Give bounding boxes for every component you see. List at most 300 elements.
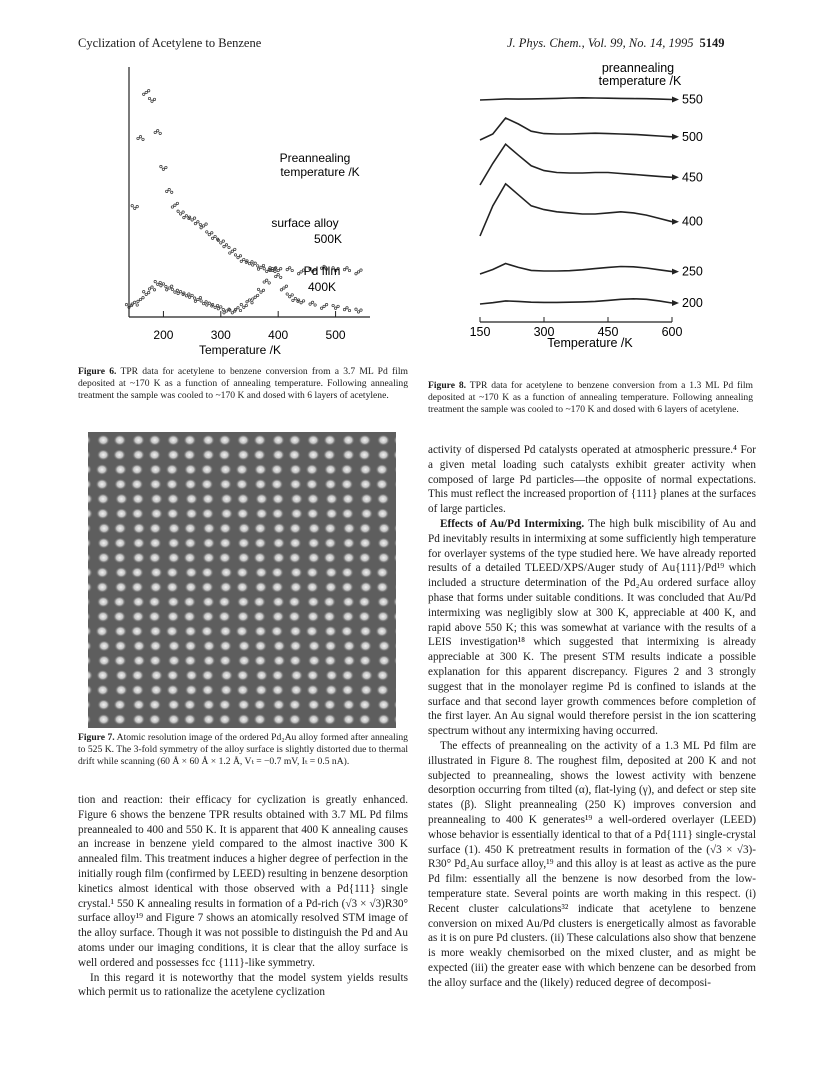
- stm-atom: [150, 509, 163, 520]
- figure-6-point-pd: [176, 289, 178, 291]
- stm-atom: [166, 670, 179, 681]
- figure-6-point-pd: [136, 304, 138, 306]
- stm-atom: [290, 685, 303, 696]
- figure-6-point-pd: [246, 301, 248, 303]
- stm-atom: [149, 538, 162, 549]
- stm-atom: [202, 700, 215, 711]
- stm-atom: [255, 685, 268, 696]
- stm-atom: [254, 641, 267, 652]
- figure-6-point-alloy: [197, 221, 199, 223]
- stm-atom: [184, 523, 197, 534]
- figure-6-point-pd: [223, 312, 225, 314]
- figure-6-point-alloy: [193, 217, 195, 219]
- stm-atom: [96, 626, 109, 637]
- figure-6-point-alloy: [214, 235, 216, 237]
- figure-6-point-alloy: [136, 205, 138, 207]
- stm-atom: [237, 494, 250, 505]
- stm-atom: [255, 509, 268, 520]
- figure-6-point-pd: [323, 305, 325, 307]
- section-heading: Effects of Au/Pd Intermixing.: [440, 517, 585, 530]
- stm-atom: [185, 582, 198, 593]
- figure-6-point-pd: [171, 285, 173, 287]
- stm-atom: [131, 626, 144, 637]
- figure-6-point-alloy: [139, 136, 141, 138]
- figure-6-point-alloy: [199, 223, 201, 225]
- figure-6-point-pd: [289, 296, 291, 298]
- stm-atom: [324, 538, 337, 549]
- stm-atom: [203, 523, 216, 534]
- figure-6-chart: [100, 62, 400, 362]
- stm-atom: [360, 494, 373, 505]
- figure-6-point-alloy: [154, 131, 156, 133]
- stm-atom: [343, 641, 356, 652]
- figure-6-point-alloy: [191, 219, 193, 221]
- stm-atom: [342, 612, 355, 623]
- stm-atom: [341, 582, 354, 593]
- stm-atom: [185, 494, 198, 505]
- figure-6-point-pd: [311, 301, 313, 303]
- stm-atom: [325, 509, 338, 520]
- figure-8-series-label-450: 450: [682, 170, 703, 185]
- stm-atom: [202, 714, 215, 725]
- stm-atom: [219, 465, 232, 476]
- stm-atom: [131, 465, 144, 476]
- figure-6-point-pd: [185, 295, 187, 297]
- stm-atom: [324, 553, 337, 564]
- stm-atom: [342, 714, 355, 725]
- figure-6-point-pd: [302, 300, 304, 302]
- figure-6-point-alloy: [297, 273, 299, 275]
- figure-6-point-alloy: [176, 202, 178, 204]
- stm-atom: [273, 641, 286, 652]
- figure-6-point-pd: [240, 303, 242, 305]
- figure-6-point-pd: [300, 302, 302, 304]
- stm-atom: [131, 582, 144, 593]
- stm-atom: [289, 700, 302, 711]
- stm-atom: [166, 479, 179, 490]
- figure-6-point-pd: [320, 307, 322, 309]
- figure-6-point-alloy: [183, 216, 185, 218]
- stm-atom: [359, 479, 372, 490]
- stm-atom: [271, 567, 284, 578]
- figure-6-point-alloy: [222, 240, 224, 242]
- figure-6-point-pd: [346, 307, 348, 309]
- stm-atom: [307, 538, 320, 549]
- figure-6-point-pd: [309, 303, 311, 305]
- figure-6-point-alloy: [206, 231, 208, 233]
- stm-atom: [307, 494, 320, 505]
- stm-atom: [290, 494, 303, 505]
- figure-6-point-alloy: [300, 271, 302, 273]
- stm-atom: [323, 450, 336, 461]
- stm-atom: [167, 538, 180, 549]
- figure-6-point-alloy: [211, 237, 213, 239]
- stm-atom: [149, 700, 162, 711]
- stm-atom: [97, 553, 110, 564]
- figure-6-point-pd: [179, 291, 181, 293]
- stm-atom: [184, 435, 197, 446]
- stm-atom: [131, 567, 144, 578]
- stm-atom: [203, 656, 216, 667]
- stm-atom: [377, 538, 390, 549]
- stm-atom: [324, 700, 337, 711]
- figure-6-point-pd: [220, 306, 222, 308]
- figure-6-point-pd: [268, 282, 270, 284]
- stm-atom: [325, 582, 338, 593]
- stm-atom: [325, 567, 338, 578]
- figure-8-trace-400: [480, 184, 672, 236]
- figure-6-point-pd: [214, 306, 216, 308]
- stm-atom: [272, 494, 285, 505]
- stm-atom: [341, 685, 354, 696]
- figure-8-arrow-250: [672, 269, 679, 275]
- figure-8-series-label-250: 250: [682, 264, 703, 279]
- stm-atom: [377, 450, 390, 461]
- stm-atom: [289, 523, 302, 534]
- stm-atom: [167, 612, 180, 623]
- stm-atom: [96, 479, 109, 490]
- figure-6-point-pd: [171, 288, 173, 290]
- figure-8-series-label-550: 550: [682, 92, 703, 107]
- stm-atom: [220, 509, 233, 520]
- stm-atom: [202, 553, 215, 564]
- stm-atom: [219, 641, 232, 652]
- figure-6-point-pd: [134, 301, 136, 303]
- body-column-right: [428, 443, 756, 990]
- figure-8-trace-500: [480, 118, 672, 140]
- stm-atom: [131, 670, 144, 681]
- stm-atom: [324, 626, 337, 637]
- stm-atom: [378, 641, 391, 652]
- stm-atom: [97, 435, 110, 446]
- stm-atom: [166, 465, 179, 476]
- figure-6-point-alloy: [179, 213, 181, 215]
- figure-6-point-pd: [168, 287, 170, 289]
- figure-6-point-alloy: [160, 165, 162, 167]
- figure-6-point-alloy: [355, 273, 357, 275]
- figure-8-chart: [450, 60, 720, 365]
- stm-atom: [359, 714, 372, 725]
- figure-8-series-label-400: 400: [682, 214, 703, 229]
- figure-6-point-pd: [245, 304, 247, 306]
- stm-atom: [185, 670, 198, 681]
- figure-6-point-pd: [280, 289, 282, 291]
- figure-6-series-label-alloy-1: surface alloy: [271, 216, 339, 230]
- stm-atom: [237, 450, 250, 461]
- stm-atom: [114, 523, 127, 534]
- figure-6-point-alloy: [348, 269, 350, 271]
- figure-6-point-pd: [162, 283, 164, 285]
- figure-6-point-alloy: [145, 91, 147, 93]
- stm-atom: [114, 465, 127, 476]
- stm-atom: [96, 567, 109, 578]
- figure-6-point-pd: [225, 310, 227, 312]
- stm-atom: [376, 479, 389, 490]
- stm-atom: [238, 523, 251, 534]
- figure-6-point-pd: [166, 289, 168, 291]
- stm-atom: [132, 494, 145, 505]
- stm-atom: [219, 714, 232, 725]
- stm-atom: [377, 597, 390, 608]
- stm-atom: [238, 656, 251, 667]
- figure-6-series-label-alloy-2: 500K: [313, 232, 343, 246]
- figure-6-point-alloy: [346, 267, 348, 269]
- stm-atom: [168, 641, 181, 652]
- figure-6-point-pd: [139, 298, 141, 300]
- figure-6-point-alloy: [248, 262, 250, 264]
- stm-atom: [360, 509, 373, 520]
- stm-atom: [253, 612, 266, 623]
- stm-atom: [272, 612, 285, 623]
- figure-6-point-pd: [257, 294, 259, 296]
- stm-atom: [341, 479, 354, 490]
- figure-6-point-pd: [257, 288, 259, 290]
- stm-atom: [166, 626, 179, 637]
- figure-8-trace-550: [480, 98, 672, 100]
- stm-atom: [341, 509, 354, 520]
- stm-atom: [359, 553, 372, 564]
- stm-atom: [342, 450, 355, 461]
- figure-8-x-tick-label: 450: [597, 325, 619, 339]
- figure-6-point-pd: [208, 302, 210, 304]
- figure-6-point-pd: [280, 276, 282, 278]
- stm-atom: [271, 582, 284, 593]
- stm-atom: [237, 612, 250, 623]
- figure-6-point-pd: [325, 303, 327, 305]
- stm-atom: [201, 670, 214, 681]
- figure-6-point-pd: [357, 311, 359, 313]
- stm-atom: [115, 567, 128, 578]
- stm-atom: [289, 435, 302, 446]
- stm-atom: [114, 626, 127, 637]
- figure-6-point-pd: [251, 302, 253, 304]
- stm-atom: [324, 523, 337, 534]
- figure-8-arrow-450: [672, 174, 679, 180]
- stm-atom: [114, 479, 127, 490]
- stm-atom: [254, 714, 267, 725]
- stm-atom: [272, 553, 285, 564]
- stm-atom: [358, 450, 371, 461]
- stm-atom: [149, 465, 162, 476]
- stm-atom: [97, 494, 110, 505]
- stm-atom: [254, 700, 267, 711]
- stm-atom: [133, 523, 146, 534]
- stm-atom: [307, 714, 320, 725]
- stm-atom: [218, 450, 231, 461]
- stm-atom: [254, 538, 267, 549]
- figure-6-point-alloy: [266, 270, 268, 272]
- stm-atom: [376, 626, 389, 637]
- figure-6-point-pd: [202, 302, 204, 304]
- stm-atom: [183, 597, 196, 608]
- stm-atom: [150, 494, 163, 505]
- figure-6-point-pd: [137, 300, 139, 302]
- stm-atom: [272, 714, 285, 725]
- figure-6-point-pd: [275, 275, 277, 277]
- stm-atom: [236, 567, 249, 578]
- stm-atom: [289, 626, 302, 637]
- stm-atom: [218, 612, 231, 623]
- figure-6-point-alloy: [165, 166, 167, 168]
- stm-atom: [149, 656, 162, 667]
- figure-6-point-alloy: [194, 222, 196, 224]
- figure-6-point-pd: [177, 292, 179, 294]
- stm-atom: [308, 641, 321, 652]
- figure-6-point-alloy: [251, 261, 253, 263]
- stm-atom: [288, 597, 301, 608]
- figure-6-point-pd: [145, 293, 147, 295]
- stm-atom: [307, 450, 320, 461]
- figure-6-point-pd: [292, 299, 294, 301]
- figure-6-point-alloy: [185, 215, 187, 217]
- stm-atom: [255, 494, 268, 505]
- figure-6-point-pd: [148, 288, 150, 290]
- stm-atom: [184, 465, 197, 476]
- figure-6-point-pd: [194, 300, 196, 302]
- stm-atom: [183, 450, 196, 461]
- figure-6-point-alloy: [171, 206, 173, 208]
- running-header-right: [507, 36, 724, 51]
- figure-6-point-alloy: [157, 130, 159, 132]
- stm-atom: [237, 700, 250, 711]
- stm-atom: [290, 670, 303, 681]
- stm-atom: [219, 553, 232, 564]
- stm-atom: [202, 597, 215, 608]
- figure-6-point-alloy: [254, 262, 256, 264]
- figure-6-point-alloy: [151, 100, 153, 102]
- figure-6-point-pd: [348, 309, 350, 311]
- stm-atom: [289, 641, 302, 652]
- stm-atom: [341, 465, 354, 476]
- figure-6-point-pd: [266, 279, 268, 281]
- stm-atom: [166, 685, 179, 696]
- figure-6-point-pd: [254, 296, 256, 298]
- figure-6-point-alloy: [231, 250, 233, 252]
- figure-6-point-pd: [291, 294, 293, 296]
- stm-atom: [96, 582, 109, 593]
- stm-atom: [289, 656, 302, 667]
- stm-atom: [271, 465, 284, 476]
- figure-6-point-pd: [248, 299, 250, 301]
- stm-atom: [360, 670, 373, 681]
- figure-6-point-pd: [174, 291, 176, 293]
- stm-atom: [148, 450, 161, 461]
- figure-6-point-alloy: [234, 254, 236, 256]
- figure-6-point-alloy: [220, 242, 222, 244]
- stm-atom: [167, 435, 180, 446]
- figure-8-trace-200: [480, 299, 672, 304]
- stm-atom: [271, 479, 284, 490]
- stm-atom: [342, 494, 355, 505]
- stm-atom: [236, 465, 249, 476]
- figure-6-point-alloy: [200, 227, 202, 229]
- stm-atom: [237, 538, 250, 549]
- stm-atom: [149, 553, 162, 564]
- figure-6-point-alloy: [223, 245, 225, 247]
- stm-atom: [289, 714, 302, 725]
- stm-atom: [288, 612, 301, 623]
- figure-6-point-alloy: [177, 210, 179, 212]
- stm-atom: [98, 641, 111, 652]
- figure-6-point-pd: [222, 308, 224, 310]
- stm-atom: [307, 435, 320, 446]
- figure-6-point-pd: [125, 303, 127, 305]
- stm-atom: [219, 700, 232, 711]
- figure-6-point-pd: [157, 283, 159, 285]
- stm-atom: [132, 538, 145, 549]
- journal-citation: J. Phys. Chem., Vol. 99, No. 14, 1995: [507, 36, 694, 50]
- stm-atom: [378, 523, 391, 534]
- stm-atom: [184, 538, 197, 549]
- figure-6-point-pd: [285, 285, 287, 287]
- stm-atom: [220, 494, 233, 505]
- stm-atom: [202, 435, 215, 446]
- stm-atom: [167, 714, 180, 725]
- figure-6-point-alloy: [174, 204, 176, 206]
- figure-6-point-alloy: [289, 267, 291, 269]
- stm-atom: [359, 435, 372, 446]
- figure-6-point-pd: [243, 306, 245, 308]
- stm-atom: [272, 700, 285, 711]
- figure-6-point-alloy: [137, 137, 139, 139]
- stm-atom: [150, 582, 163, 593]
- figure-6-point-alloy: [159, 132, 161, 134]
- figure-6-point-alloy: [257, 265, 259, 267]
- stm-atom: [148, 597, 161, 608]
- figure-6-point-pd: [197, 298, 199, 300]
- stm-atom: [306, 685, 319, 696]
- stm-atom: [308, 656, 321, 667]
- stm-atom: [220, 582, 233, 593]
- stm-atom: [115, 670, 128, 681]
- stm-atom: [203, 641, 216, 652]
- figure-6-point-alloy: [166, 190, 168, 192]
- stm-atom: [359, 656, 372, 667]
- figure-8-xlabel: Temperature /K: [547, 336, 633, 350]
- stm-atom: [307, 553, 320, 564]
- stm-atom: [324, 714, 337, 725]
- stm-atom: [306, 567, 319, 578]
- stm-atom: [166, 582, 179, 593]
- figure-6-point-alloy: [205, 223, 207, 225]
- stm-atom: [219, 435, 232, 446]
- figure-6-point-alloy: [131, 205, 133, 207]
- figure-6-point-pd: [148, 291, 150, 293]
- figure-6-point-alloy: [202, 225, 204, 227]
- figure-6-legend-title-2: temperature /K: [280, 165, 360, 179]
- figure-6-point-alloy: [357, 271, 359, 273]
- figure-6-point-alloy: [234, 248, 236, 250]
- figure-8-arrow-550: [672, 97, 679, 103]
- figure-8-x-tick-label: 150: [469, 325, 491, 339]
- figure-6-point-alloy: [148, 90, 150, 92]
- stm-atom: [115, 582, 128, 593]
- stm-atom: [114, 656, 127, 667]
- figure-6-point-pd: [200, 300, 202, 302]
- figure-6-point-alloy: [228, 246, 230, 248]
- body-paragraph: The effects of preannealing on the activity of a 1.3 ML Pd film are illustrated in Figure 8. The roughest film, deposited at 200 K and not subjected to preannealing, shows the lowest activity with benzene desorption occurring from tilted (α), flat-lying (γ), and defect or step site states (β). Slight preannealing (250 K) improves conversion and preannealing to 400 K generates¹⁹ a well-ordered overlayer (LEED) whose behavior is essentially identical to that of a Pd{111} single-crystal surface (1). 450 K pretreatment results in formation of the (√3 × √3)-R30° Pd₂Au surface alloy,¹⁹ and this alloy is at least as active as the pure Pd film: essentially all the benzene is now desorbed from the low-temperature state. Several points are worth making in this respect. (i) Recent cluster calculations³² indicate that acetylene to benzene conversion on mixed Au/Pd clusters is energetically almost as favorable as it is on pure Pd clusters. (ii) These calculations also show that benzene is more weakly chemisorbed on the mixed cluster, and as might be expected (iii) the greater ease with which benzene can be desorbed from the alloy surface and the (likely) reduced degree of decomposi-: [428, 739, 756, 989]
- figure-6-point-alloy: [162, 168, 164, 170]
- stm-atom: [271, 670, 284, 681]
- figure-6-point-pd: [343, 308, 345, 310]
- stm-atom: [323, 597, 336, 608]
- stm-atom: [166, 509, 179, 520]
- stm-atom: [219, 626, 232, 637]
- stm-atom: [114, 700, 127, 711]
- stm-atom: [115, 494, 128, 505]
- stm-atom: [131, 685, 144, 696]
- figure-6-point-pd: [263, 281, 265, 283]
